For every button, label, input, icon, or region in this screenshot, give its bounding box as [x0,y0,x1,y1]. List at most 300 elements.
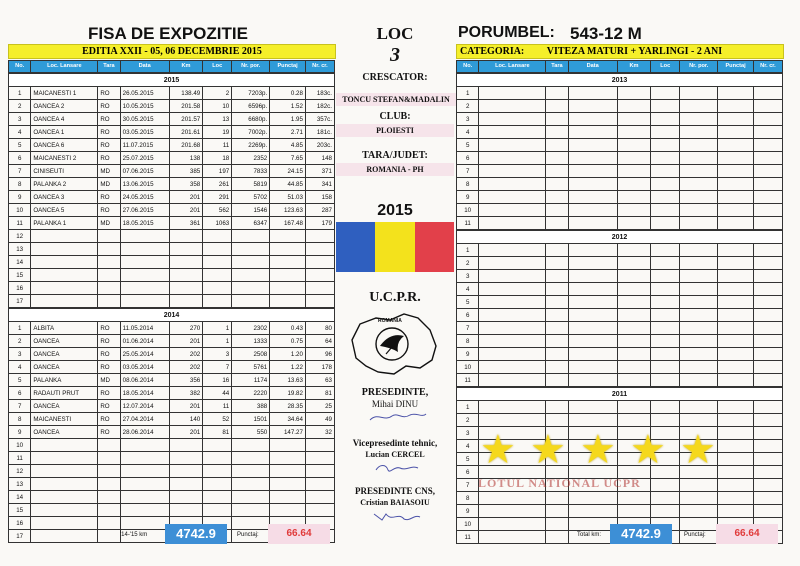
table-cell [546,361,568,374]
table-cell: 0.28 [270,87,306,100]
table-cell [169,256,202,269]
table-cell [568,257,617,270]
categoria-label: CATEGORIA: [460,46,525,57]
table-cell [479,505,546,518]
table-cell [98,452,120,465]
table-row [9,126,335,139]
table-cell [718,414,754,427]
table-cell: 12.07.2014 [120,400,169,413]
table-cell [232,269,270,282]
table-cell [718,335,754,348]
table-cell [617,401,650,414]
table-cell [479,283,546,296]
table-cell [753,361,782,374]
table-row [457,283,783,296]
table-header-row [457,61,783,74]
table-cell [232,282,270,295]
table-cell [568,87,617,100]
table-cell [568,414,617,427]
results-table-left [8,60,335,543]
table-cell [546,401,568,414]
table-cell: 9 [9,426,31,439]
edition-banner: EDITIA XXII - 05, 06 DECEMBRIE 2015 [8,44,336,59]
total-km-left: 4742.9 [165,524,227,544]
table-cell [305,269,334,282]
table-cell: 202 [169,348,202,361]
table-cell [753,440,782,453]
table-cell: 4 [457,126,479,139]
table-cell [305,478,334,491]
table-cell: MD [98,217,120,230]
table-cell [305,230,334,243]
table-cell: 358 [169,178,202,191]
table-cell: 18 [203,152,232,165]
table-cell [718,165,754,178]
table-cell [680,113,718,126]
table-cell [617,414,650,427]
table-cell: 6 [9,152,31,165]
table-cell: 4 [457,283,479,296]
year-label: 2012 [457,230,783,244]
table-cell: 148 [305,152,334,165]
column-header: Data [568,61,617,74]
table-cell [651,217,680,231]
table-cell [120,439,169,452]
table-cell [546,518,568,531]
table-cell [718,270,754,283]
presedinte-name: Mihai DINU [371,399,419,409]
table-cell [31,517,98,530]
table-cell [568,348,617,361]
table-cell: 201 [169,400,202,413]
table-cell: RO [98,348,120,361]
table-cell [98,439,120,452]
table-cell [753,126,782,139]
table-cell: OANCEA 4 [31,113,98,126]
table-cell [753,414,782,427]
table-cell: OANCEA [31,361,98,374]
table-cell: 1.20 [270,348,306,361]
table-cell: 10 [457,361,479,374]
table-cell [617,270,650,283]
table-cell: 3 [457,270,479,283]
table-cell: 6 [457,309,479,322]
table-cell [479,414,546,427]
vice-name: Lucian CERCEL [365,450,425,459]
table-cell [169,243,202,256]
table-cell: 11 [457,217,479,231]
table-cell [680,296,718,309]
table-cell [651,87,680,100]
table-cell: 201.58 [169,100,202,113]
table-cell: 361 [169,217,202,230]
table-cell: 25 [305,400,334,413]
table-cell [753,466,782,479]
table-cell: 181c. [305,126,334,139]
table-cell [479,100,546,113]
column-header: Tara [98,61,120,74]
year-section-row [457,387,783,401]
table-cell [718,283,754,296]
table-cell: RO [98,322,120,335]
table-cell [98,256,120,269]
table-cell [305,282,334,295]
table-cell: 03.05.2014 [120,361,169,374]
table-cell [120,478,169,491]
emblem-text: ROMANIA [378,318,402,324]
table-cell [479,335,546,348]
table-cell: OANCEA 3 [31,191,98,204]
table-cell: 8 [457,178,479,191]
table-cell [98,491,120,504]
table-cell [479,139,546,152]
table-cell: 10 [9,439,31,452]
table-cell [546,531,568,544]
table-row [9,348,335,361]
table-cell: MD [98,374,120,387]
table-row [9,87,335,100]
table-cell [203,491,232,504]
table-cell [270,256,306,269]
table-row [9,191,335,204]
table-cell [753,165,782,178]
table-cell: 08.06.2014 [120,374,169,387]
table-cell [718,100,754,113]
table-cell [680,244,718,257]
table-cell: 201 [169,426,202,439]
tara-value: ROMANIA - PH [336,163,454,176]
table-row [457,492,783,505]
table-cell [617,309,650,322]
table-cell [753,87,782,100]
column-header: Nr. por. [680,61,718,74]
table-cell [546,296,568,309]
table-cell [169,478,202,491]
table-cell [270,282,306,295]
table-row [9,152,335,165]
table-cell [680,126,718,139]
table-cell [568,505,617,518]
table-cell: RO [98,413,120,426]
table-cell [270,491,306,504]
flag-stripe-yellow [375,222,415,272]
table-cell [120,491,169,504]
table-cell [651,152,680,165]
table-cell [546,165,568,178]
table-row [457,296,783,309]
table-cell: RO [98,400,120,413]
flag-stripe-red [415,222,454,272]
table-cell [479,296,546,309]
table-cell [479,361,546,374]
table-cell [546,113,568,126]
table-cell: RO [98,191,120,204]
table-cell [305,243,334,256]
table-cell: 8 [457,335,479,348]
column-header: Loc. Lansare [31,61,98,74]
table-cell: RO [98,426,120,439]
table-cell [651,244,680,257]
table-cell [120,517,169,530]
table-cell: 14 [9,491,31,504]
table-cell [753,139,782,152]
table-cell [98,269,120,282]
star-icon: ★ [580,428,616,472]
table-cell: 25.07.2015 [120,152,169,165]
table-cell: 3 [9,113,31,126]
table-cell [31,465,98,478]
table-cell [617,296,650,309]
km-label-right: Total km: [577,532,602,538]
table-cell: 11 [457,531,479,544]
table-row [457,335,783,348]
table-cell [546,139,568,152]
table-cell [753,505,782,518]
table-cell: OANCEA [31,426,98,439]
table-cell [120,269,169,282]
crescator-value: TONCU STEFAN&MADALIN [336,93,456,106]
table-cell [546,87,568,100]
table-cell: 202 [169,361,202,374]
table-cell: PALANKA [31,374,98,387]
table-cell: 158 [305,191,334,204]
table-cell [753,113,782,126]
crescator-label: CRESCATOR: [362,72,428,83]
table-cell [753,427,782,440]
table-row [457,505,783,518]
table-cell: 2 [457,257,479,270]
table-cell [617,322,650,335]
table-cell [232,478,270,491]
table-cell: OANCEA 5 [31,204,98,217]
table-cell [31,452,98,465]
table-cell: MAICANESTI 1 [31,87,98,100]
column-header: Km [169,61,202,74]
table-cell [680,401,718,414]
table-cell: 9 [9,191,31,204]
table-cell: 81 [203,426,232,439]
table-cell [753,479,782,492]
table-cell: 63 [305,374,334,387]
table-row [457,257,783,270]
table-cell [31,295,98,309]
table-cell [617,191,650,204]
table-cell [203,452,232,465]
table-cell [617,178,650,191]
table-row [457,165,783,178]
table-cell [546,204,568,217]
table-cell: 5 [457,453,479,466]
flag-stripe-blue [336,222,375,272]
table-cell [232,517,270,530]
table-cell: 178 [305,361,334,374]
star-icon: ★ [480,428,516,472]
table-cell: 138.49 [169,87,202,100]
table-cell [651,492,680,505]
table-cell [617,505,650,518]
table-cell: 11 [457,374,479,388]
table-cell: 25.05.2014 [120,348,169,361]
table-cell: 7 [9,400,31,413]
table-cell [718,361,754,374]
table-cell [203,478,232,491]
table-cell [169,269,202,282]
table-row [457,270,783,283]
table-cell: RO [98,387,120,400]
table-cell: 80 [305,322,334,335]
table-cell: 64 [305,335,334,348]
table-cell: 5 [9,374,31,387]
table-cell [203,439,232,452]
table-cell: 44.85 [270,178,306,191]
table-cell [232,230,270,243]
table-cell: 0.43 [270,322,306,335]
table-cell: 3 [9,348,31,361]
table-cell [680,139,718,152]
table-cell: 18.05.2015 [120,217,169,230]
table-cell: 13.63 [270,374,306,387]
table-cell [651,296,680,309]
table-cell [546,414,568,427]
table-cell: 27.06.2015 [120,204,169,217]
table-cell: 1063 [203,217,232,230]
table-cell: 2220 [232,387,270,400]
table-cell: 13 [203,113,232,126]
table-cell [120,504,169,517]
table-cell [305,452,334,465]
table-row [457,322,783,335]
porumbel-value: 543-12 M [570,24,642,43]
tara-label: TARA/JUDET: [362,150,428,161]
column-header: Punctaj [270,61,306,74]
org-name: U.C.P.R. [369,290,421,305]
table-cell: 1501 [232,413,270,426]
year-section-row [9,308,335,322]
table-cell [479,322,546,335]
table-cell [305,295,334,309]
signature-president [368,410,428,424]
table-row [457,100,783,113]
table-cell [203,230,232,243]
table-cell: 11 [203,400,232,413]
table-cell [617,165,650,178]
table-cell [270,243,306,256]
table-cell: 8 [9,413,31,426]
table-cell: 7 [457,479,479,492]
table-cell [680,414,718,427]
table-cell [568,178,617,191]
table-cell: RO [98,152,120,165]
table-row [9,322,335,335]
cns-name: Cristian BAIASOIU [360,498,430,507]
table-cell [651,270,680,283]
table-row [9,335,335,348]
table-cell: MD [98,178,120,191]
table-cell [680,257,718,270]
table-cell [651,191,680,204]
table-cell: 11 [9,217,31,230]
table-cell: 2 [457,414,479,427]
ucpr-emblem [346,310,442,382]
table-cell: 11 [203,139,232,152]
star-icon: ★ [680,428,716,472]
table-cell: 17 [9,295,31,309]
table-cell: 140 [169,413,202,426]
year-label: 2015 [9,73,335,87]
table-cell [270,465,306,478]
categoria-value: VITEZA MATURI + YARLINGI - 2 ANI [546,46,723,57]
table-cell [546,244,568,257]
table-cell [479,492,546,505]
table-cell: 201.68 [169,139,202,152]
table-row [9,504,335,517]
table-cell: 1.95 [270,113,306,126]
table-cell [680,87,718,100]
table-cell [568,296,617,309]
column-header: No. [9,61,31,74]
table-cell: 147.27 [270,426,306,439]
table-cell [718,401,754,414]
table-row [9,361,335,374]
table-cell: OANCEA 6 [31,139,98,152]
table-cell: 182c. [305,100,334,113]
table-cell [479,204,546,217]
table-cell [120,465,169,478]
table-cell: 7 [457,165,479,178]
table-cell: 6596p. [232,100,270,113]
table-cell: 34.64 [270,413,306,426]
table-cell [546,126,568,139]
table-cell [718,374,754,388]
table-cell: 19 [203,126,232,139]
table-cell: 2 [457,100,479,113]
table-cell [718,505,754,518]
table-cell: 341 [305,178,334,191]
column-header: Km [617,61,650,74]
table-cell: 201.57 [169,113,202,126]
table-cell: 16 [9,282,31,295]
table-cell [203,256,232,269]
table-cell: 16 [9,517,31,530]
year-label: 2011 [457,387,783,401]
table-cell [479,270,546,283]
table-cell [169,491,202,504]
table-cell: 01.06.2014 [120,335,169,348]
table-cell [617,374,650,388]
table-cell: 287 [305,204,334,217]
table-cell: 28.35 [270,400,306,413]
table-row [9,269,335,282]
table-cell: OANCEA [31,348,98,361]
column-header: Loc [651,61,680,74]
signature-vice [372,462,422,476]
table-cell [651,335,680,348]
table-cell: 7002p. [232,126,270,139]
table-cell: OANCEA [31,335,98,348]
table-cell [305,491,334,504]
table-cell [753,348,782,361]
table-cell [98,230,120,243]
table-cell: 81 [305,387,334,400]
table-cell [568,152,617,165]
table-cell: 7 [9,165,31,178]
table-cell: 7 [203,361,232,374]
table-row [457,113,783,126]
table-cell [169,295,202,309]
table-cell: 197 [203,165,232,178]
table-cell: 388 [232,400,270,413]
table-cell: 6 [457,466,479,479]
